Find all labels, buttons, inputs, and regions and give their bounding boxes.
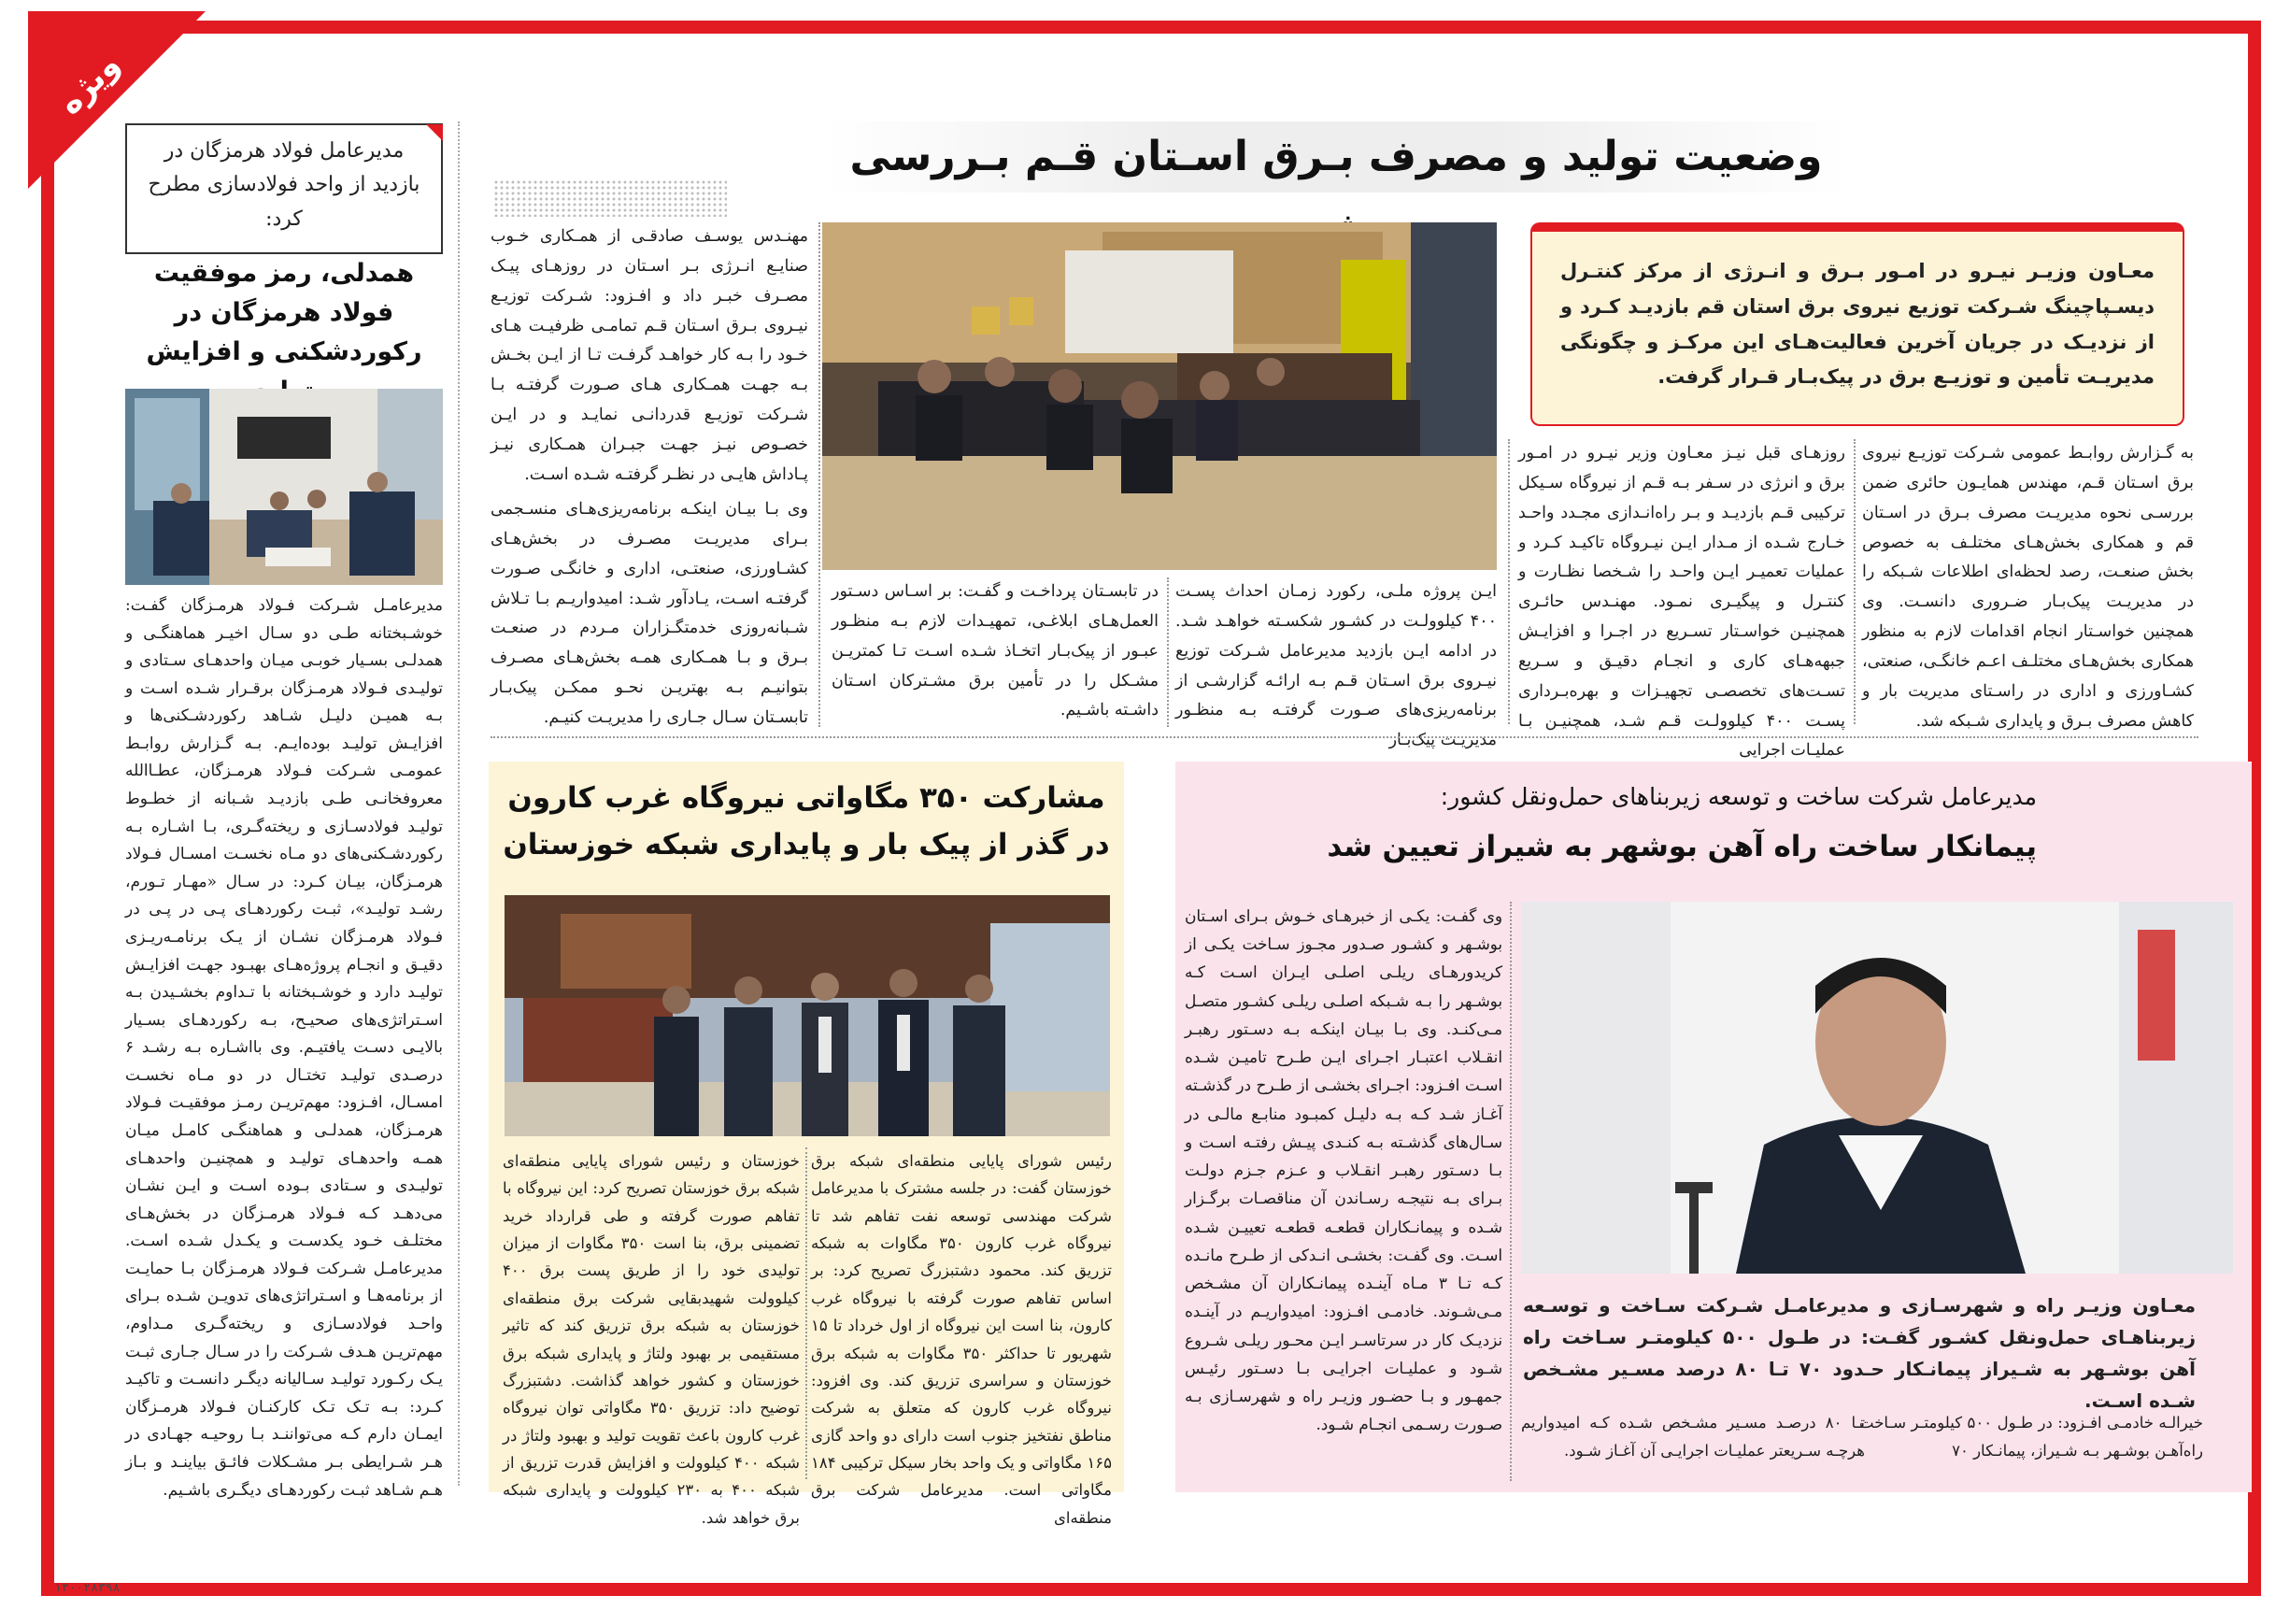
- column-rule: [1167, 577, 1169, 727]
- side-article-body: مدیرعامـل شـرکت فـولاد هرمـزگان گفـت: خوشـبختانه طـی دو سـال اخیـر هماهنگـی و همدلـی بسـیار خوبـی میـان واحدهـای سـتادی و تولیـدی فـولاد هرمـزگان برقـرار شـده اسـت و بـه همیـن دلیـل شـاهد رکوردشـکنی‌ها و افزایـش تولیـد بوده‌ایـم. بـه گـزارش روابـط عمومـی شـرکت فـولاد هرمـزگان، عطـاالله معروفخانـی طـی بازدیـد شـبانه از خطـوط تولیـد فولادسـازی و ریخته‌گـری، بـا اشـاره بـه رکوردشـکنی‌های دو مـاه نخسـت امسـال فـولاد هرمـزگان، بیـان کـرد: در سـال «مهـار تـورم، رشـد تولیـد»، ثبـت رکوردهـای پـی در پـی در فـولاد هرمـزگان نشـان از یـک برنامـه‌ریـزی دقیـق و انجـام پروژه‌هـای بهبـود جهـت افزایـش تولیـد دارد و خوشـبختانه با تـداوم بخشـیدن بـه اسـتراتژی‌های صحیـح، بـه رکوردهـای بسـیار بالایـی دسـت یافتیـم. وی بااشـاره بـه رشـد ۶ درصـدی تولیـد تختـال در دو مـاه نخسـت امسـال، افـزود: مهم‌تریـن رمـز موفقیـت فـولاد هرمـزگان، همدلـی و هماهنگـی کامـل میـان همـه واحدهـای تولیـد و همچنیـن واحدهـای تولیـدی و سـتادی بـوده اسـت و ایـن نشـان می‌دهـد کـه فـولاد هرمـزگان در بخش‌هـای مختلـف خـود یکدسـت و یکـدل شـده اسـت. مدیرعامـل شـرکت فـولاد هرمـزگان بـا حمایـت از برنامه‌هـا و اسـتراتژی‌های تدویـن شـده بـرای واحـد فولادسـازی و ریخته‌گـری مـداوم، مهم‌تریـن هـدف شـرکت را در سـال جـاری ثبـت یـک رکـورد تولیـد سـالیانه دیگـر دانسـت و تاکیـد کـرد: بـه تـک تـک کارکنـان فـولاد هرمـزگان ایمـان دارم کـه می‌تواننـد بـا روحیـه جهـادی در هـر شـرایطی بـر مشـکلات فائـق بیاینـد و بـاز هـم شـاهد ثبـت رکوردهـای دیگـری باشـیم.: [125, 596, 443, 1500]
- main-article-col-4: در تابسـتان پرداخـت و گفـت: بر اسـاس دسـتور العمل‌هـای ابلاغـی، تمهیـدات لازم بـه منظـور عبـور از پیک‌بـار اتخـاذ شـده اسـت تـا کمتریـن مشـکل را در تأمین برق مشـترکان اسـتان داشـته باشـیم.: [832, 582, 1159, 720]
- column-rule: [818, 222, 820, 727]
- portrait-photo: [1521, 902, 2233, 1274]
- karun-article-title: مشارکت ۳۵۰ مگاواتی نیروگاه غرب کارون در گذر از پیک بار و پایداری شبکه خوزستان: [503, 781, 1110, 862]
- main-article-lead: معـاون وزیـر نیـرو در امـور بـرق و انـرژی از مرکز کنتـرل دیسـپاچینگ شـرکت توزیع نیروی برق استان قم بازدیـد کـرد و از نزدیـک در جریان آخرین فعالیت‌هـای این مرکـز و چگونگی مدیریـت تأمین و توزیـع برق در پیک‌بـار قـرار گرفت.: [1530, 222, 2184, 426]
- office-photo: [125, 389, 443, 585]
- column-rule: [1508, 439, 1510, 724]
- meeting-photo: [822, 222, 1497, 570]
- group-photo: [505, 895, 1110, 1136]
- column-rule: [458, 121, 460, 1486]
- column-rule: [1510, 902, 1512, 1481]
- railway-article-col-right: تـا ۸۰ درصـد مسـیر مشـخص شـده کـه امیدواریم هرچـه سـریعتر عملیـات اجرایـی آن آغـاز شـود.: [1521, 1414, 1865, 1460]
- column-rule: [805, 1147, 807, 1479]
- karun-article-col-left: خوزستان و رئیس شورای پایایی منطقه‌ای شبکه برق خوزستان تصریح کرد: این نیروگاه با تفاهم صورت گرفته و طی قرارداد خرید تضمینی برق، بنا است ۳۵۰ مگاوات از میزان تولیدی خود را از طریق پست برق ۴۰۰ کیلوولت شهیدبقایی شرکت برق منطقه‌ای خوزستان به شبکه برق تزریق کند که تاثیر مستقیمی بر بهبود ولتاژ و پایداری شبکه برق خوزستان و کشور خواهد گذاشت. دشتبزرگ توضیح داد: تزریق ۳۵۰ مگاواتی توان نیروگاه غرب کارون باعث تقویت تولید و بهبود ولتاژ در شبکه ۴۰۰ کیلوولت و افزایش قدرت تزریق از شبکه ۴۰۰ به ۲۳۰ کیلوولت و پایداری شبکه برق خواهد شد.: [503, 1152, 800, 1527]
- main-article-col-1: به گـزارش روابـط عمومی شـرکت توزیـع نیروی برق اسـتان قـم، مهندس همایـون حائری ضمن بررسـی نحوه مدیریـت مصرف بـرق در اسـتان قم و همکاری بخش‌هـای مختلـف به خصوص بخش صنعـت، رصد لحظه‌ای اطلاعات شـبکه را در مدیریـت پیک‌بـار ضـروری دانسـت. وی همچنین خواسـتار انجام اقدامات لازم به منظور همکاری بخش‌هـای مختلـف اعـم خانگـی، صنعتی، کشـاورزی و اداری در راسـتای مدیریت بار و کاهش مصرف بـرق و پایداری شـبکه شد.: [1862, 444, 2194, 731]
- portrait-caption: معـاون وزیـر راه و شهرسـازی و مدیرعامـل شـرکت سـاخت و توسـعه زیربناهـای حمل‌ونقل کشـور گفـت: در طـول ۵۰۰ کیلومتـر سـاخت راه آهن بوشـهر به شـیراز پیمانـکار حـدود ۷۰ تـا ۸۰ درصد مسـیر مشـخص شـده اسـت.: [1523, 1294, 2197, 1412]
- main-article-col-5-top: مهنـدس یوسـف صادقـی از همـکاری خـوب صنایـع انـرژی بـر اسـتان در روزهـای پیـک مصـرف خبـر داد و افـزود: شـرکت توزیـع نیـروی بـرق اسـتان قـم تمامـی ظرفیـت هـای خـود را بـه کار خواهـد گرفـت تـا از ایـن بخـش بـه جهـت همـکاری هـای صـورت گرفتـه بـا شـرکت توزیـع قدردانـی نمایـد و در ایـن خصـوص نیـز جهـت جبـران همـکاری نیـز پـاداش هایـی در نظـر گرفتـه شـده اسـت.: [491, 227, 808, 484]
- main-article-title: وضعیت تولید و مصرف بـرق اسـتان قـم بـررسی: [822, 121, 1850, 192]
- main-article-col-3: ایـن پروژه ملـی، رکورد زمـان احداث پسـت ۴۰۰ کیلوولـت در کشـور شکسـته خواهـد شـد. در ادامه ایـن بازدید مدیرعامل شـرکت توزیع نیـروی برق اسـتان قـم بـه ارائـه گزارشـی از برنامه‌ریزی‌های صـورت گرفتـه بـه منظـور مدیریـت پیک‌بـار: [1175, 582, 1497, 750]
- railway-article-col-far-right: خیرالـه خادمـی افـزود: در طـول ۵۰۰ کیلومتـر سـاخت راه‌آهـن بوشـهر بـه شـیراز، پیمانـکار ۷۰: [1859, 1414, 2203, 1460]
- main-article-col-2: روزهـای قبل نیـز معـاون وزیر نیـرو در امـور برق و انرژی در سـفر بـه قـم از نیروگاه سـیکل ترکیبی قـم بازدیـد و بـر راه‌انـدازی مجـدد واحـد خـارج شـده از مـدار ایـن نیـروگاه تاکیـد کـرد و عملیات تعمیـر ایـن واحـد را شـخصا نظـارت و کنتـرل و پیگیـری نمـود. مهنـدس حائـری همچنیـن خواسـتار تسـریع در اجـرا و افزایـش جبهه‌هـای کاری و انجـام دقیـق و سـریع تسـت‌های تخصصـی تجهیـزات و بهره‌بـرداری پسـت ۴۰۰ کیلوولـت قـم شـد، همچنیـن بـا عملیـات اجرایی: [1518, 444, 1845, 761]
- side-article-corner-mark: [426, 124, 443, 141]
- railway-article-col-left: وی گفـت: یکـی از خبرهـای خـوش بـرای اسـتان بوشـهر و کشـور صـدور مجـوز سـاخت یکـی از کریدورهـای ریلـی اصلـی ایـران اسـت کـه بوشـهر را بـه شـبکه اصلـی ریلـی کشـور متصـل مـی‌کنـد. وی بـا بیـان اینکـه بـه دسـتور رهبـر انقـلاب اعتبـار اجـرای ایـن طـرح تامیـن شـده اسـت افـزود: اجـرای بخشـی از طـرح در گذشـته آغـاز شـد کـه بـه دلیـل کمبـود منابـع مالـی در سـال‌های گذشـته بـه کنـدی پیـش رفتـه اسـت و بـا دسـتور رهبـر انقـلاب و عـزم جـزم دولـت بـرای بـه نتیجـه رسـاندن آن مناقصـات برگـزار شـده و پیمانـکاران قطعـه قطعـه تعییـن شـده اسـت. وی گفـت: بخشـی انـدکی از طـرح مانـده کـه تـا ۳ مـاه آینـده پیمانـکاران آن مشـخص مـی‌شـوند. خادمـی افـزود: امیدواریـم در آینـده نزدیـک کار در سرتاسـر ایـن محـور ریلـی شـروع شـود و عملیـات اجرایـی بـا دسـتور رئیـس جمهـور و بـا حضـور وزیـر راه و شهرسـازی بـه صـورت رسـمی انجـام شـود.: [1185, 906, 1502, 1434]
- railway-article-title: پیمانکار ساخت راه آهن بوشهر به شیراز تعیین شد: [1327, 830, 2037, 863]
- page-id: ۱۳۰۰۲۸۳۹۸: [54, 1581, 121, 1595]
- corner-badge-label: ویژه: [50, 46, 128, 122]
- column-rule: [1854, 439, 1856, 724]
- railway-article-kicker: مدیرعامل شرکت ساخت و توسعه زیربناهای حمل‌ونقل کشور:: [1440, 783, 2037, 810]
- side-article-kicker: مدیرعامل فولاد هرمزگان در بازدید از واحد فولادسازی مطرح کرد:: [125, 123, 443, 254]
- karun-article-col-right: رئیس شورای پایایی منطقه‌ای شبکه برق خوزستان گفت: در جلسه مشترک با مدیرعامل شرکت مهندسی توسعه نفت تفاهم شد تا نیروگاه غرب کارون ۳۵۰ مگاوات به شبکه تزریق کند. محمود دشتبزرگ تصریح کرد: بر اساس تفاهم صورت گرفته با نیروگاه غرب کارون، بنا است این نیروگاه از اول خرداد تا ۱۵ شهریور تا حداکثر ۳۵۰ مگاوات به شبکه برق خوزستان و سراسری تزریق کند. وی افزود: نیروگاه غرب کارون که متعلق به شرکت مناطق نفتخیز جنوب است دارای دو واحد گازی ۱۶۵ مگاواتی و یک واحد بخار سیکل ترکیبی ۱۸۴ مگاواتی است. مدیرعامل شرکت برق منطقه‌ای: [811, 1152, 1113, 1527]
- main-article-col-5-bottom: وی بـا بیـان اینکـه برنامه‌ریزی‌هـای منسـجمی بـرای مدیریـت مصـرف در بخش‌هـای کشـاورزی، صنعتـی، اداری و خانگـی صـورت گرفتـه اسـت، یـادآور شـد: امیدواریـم بـا تـلاش شـبانه‌روزی خدمتگـزاران مـردم در صنعـت بـرق و بـا همـکاری همـه بخش‌هـای مصـرف بتوانیـم بـه بهتریـن نحـو ممکـن پیک‌بـار تابسـتان سـال جـاری را مدیریـت کنیـم.: [491, 500, 808, 727]
- section-rule: [491, 736, 2198, 738]
- side-article-title: همدلی، رمز موفقیت فولاد هرمزگان در رکوردشکنی و افزایش: [146, 259, 422, 366]
- dot-pattern: [493, 179, 727, 217]
